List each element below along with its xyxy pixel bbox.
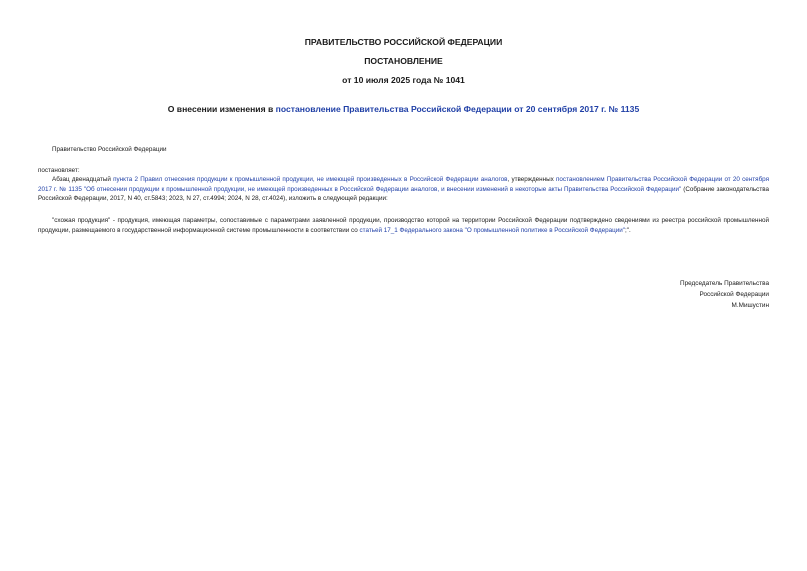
para1-text-3: (Собрание законодательства Российской Федерации, 2017, N 40, ст.5843; 2023, N 27, ст.4994; 2024, N 28, ст.4024), изложить в следующей редакции: — [38, 185, 769, 203]
para1-text-1: Абзац двенадцатый — [52, 176, 114, 183]
title-prefix: О внесении изменения в — [167, 104, 276, 114]
industrial-policy-law-link[interactable]: статьей 17_1 Федерального закона "О промышленной политике в Российской Федерации" — [359, 226, 626, 234]
para2-text-2: ;". — [625, 226, 631, 234]
para1-text-2: , утвержденных — [507, 176, 557, 183]
signature-name: М.Мишустин — [731, 301, 769, 309]
document-type-heading: ПОСТАНОВЛЕНИЕ — [364, 56, 443, 66]
signature-position-line2: Российской Федерации — [699, 290, 769, 298]
decree-1135-link[interactable]: постановлением Правительства Российской Федерации от 20 сентября 2017 г. № 1135 "Об отнесении продукции к промышленной продукции, не имеющей произведенных в Российской Федерации аналогов, и внесении изменений в некоторые акты Правительства Российской Федерации" — [38, 176, 770, 193]
para2-text-1: "схожая продукция" - продукция, имеющая параметры, сопоставимые с параметрами заявленной продукции, производство которой на территории Российской Федерации подтверждено сведениями из реестра российской промышленной продукции, размещаемого в государственной информационной системе промышленности в соответствии со — [38, 217, 769, 234]
decree-word: постановляет: — [38, 167, 80, 174]
date-number-heading: от 10 июля 2025 года № 1041 — [342, 75, 465, 85]
government-heading: ПРАВИТЕЛЬСТВО РОССИЙСКОЙ ФЕДЕРАЦИИ — [304, 37, 503, 47]
paragraph-new-wording — [38, 216, 769, 235]
title-decree-link[interactable]: постановление Правительства Российской Федерации от 20 сентября 2017 г. № 1135 — [275, 104, 640, 114]
signature-position-line1: Председатель Правительства — [680, 280, 769, 287]
document-title — [0, 104, 807, 115]
paragraph-amendment — [38, 175, 769, 204]
issuer-text: Правительство Российской Федерации — [52, 146, 167, 153]
rules-point-link[interactable]: пункта 2 Правил отнесения продукции к промышленной продукции, не имеющей произведенных в Российской Федерации аналогов — [113, 176, 508, 183]
signature-block — [680, 279, 769, 311]
